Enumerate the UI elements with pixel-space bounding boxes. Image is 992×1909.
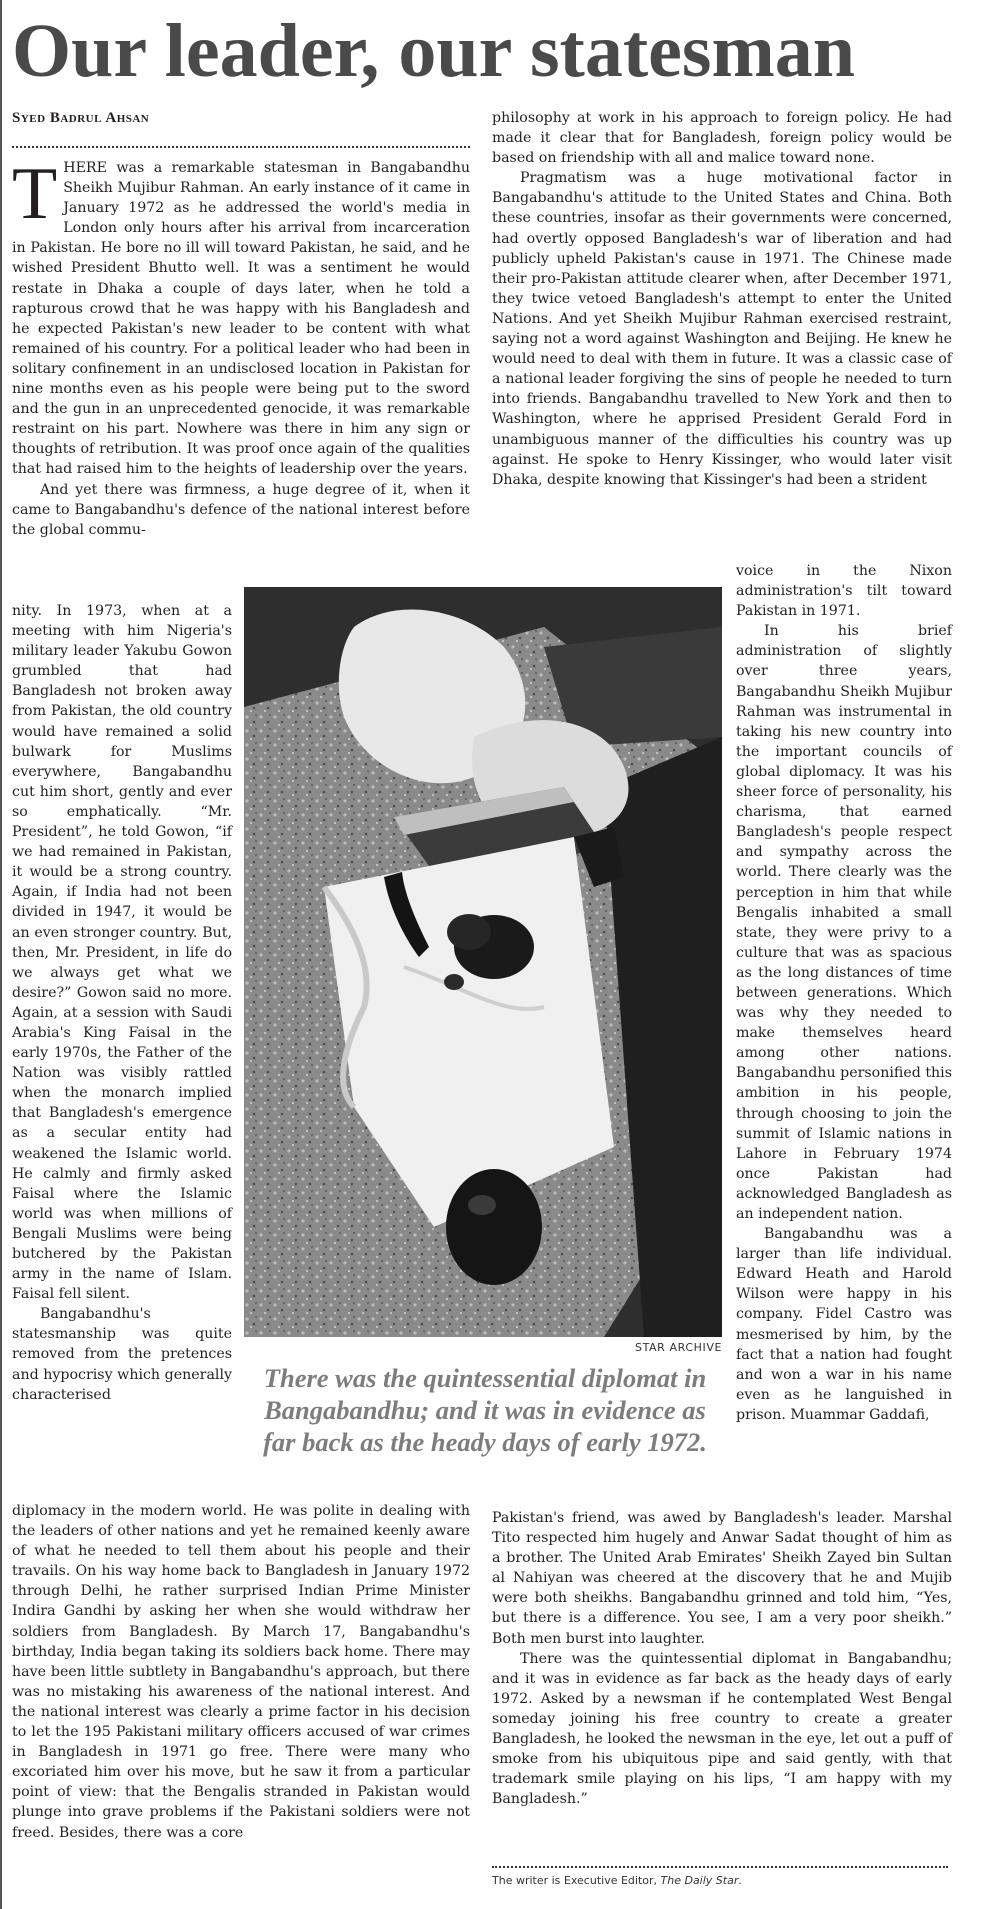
archive-photo — [244, 587, 722, 1337]
photo-credit: STAR ARCHIVE — [634, 1341, 722, 1354]
author-footnote — [492, 1874, 742, 1887]
pragmatism-paragraph: Pragmatism was a huge motivational factor in Bangabandhu's attitude to the United States and China. Both these countries, insofar as their governments were concerned, had overtly opposed Bangladesh's war of liberation and had publicly upheld Pakistan's cause in 1971. The Chinese made their pro-Pakistan attitude clearer when, after December 1971, they twice vetoed Bangladesh's attempt to enter the United Nations. And yet Sheikh Mujibur Rahman exercised restraint, saying not a word against Washington and Beijing. He knew he would need to deal with them in future. It was a classic case of a national leader forgiving the sins of people he needed to turn into friends. Bangabandhu travelled to New York and then to Washington, where he apprised President Gerald Ford in unambiguous manner of the difficulties his country was up against. He spoke to Henry Kissinger, who would later visit Dhaka, despite knowing that Kissinger's had been a strident — [492, 170, 952, 488]
firmness-paragraph-top: And yet there was firmness, a huge degree of it, when it came to Bangabandhu's defence of the national interest before the global commu- — [12, 481, 470, 538]
footnote-prefix: The writer is Executive Editor, — [492, 1874, 661, 1887]
byline-dotted-rule — [12, 146, 470, 148]
right-column-narrow — [736, 561, 952, 1425]
pull-quote: There was the quintessential diplomat in Bangabandhu; and it was in evidence as far back as the heady days of early 1972. — [263, 1363, 707, 1457]
statesmanship-paragraph-cont: diplomacy in the modern world. He was polite in dealing with the leaders of other nations and yet he remained keenly aware of what he needed to tell them about his people and their travails. On his way home back to Bangladesh in January 1972 through Delhi, he rather surprised Indian Prime Minister Indira Gandhi by asking her when she would withdraw her soldiers from Bangladesh. By March 17, Bangabandhu's birthday, India began taking its soldiers back home. There may have been little subtlety in Bangabandhu's approach, but there was no mistaking his awareness of the national interest. And the national interest was clearly a prime factor in his decision to let the 195 Pakistani military officers accused of war crimes in Bangladesh in 1971 go free. There were many who excoriated him over his move, but he saw it from a particular point of view: that the Bengalis stranded in Pakistan would plunge into grave problems if the Pakistani soldiers were not freed. Besides, there was a core — [12, 1503, 470, 1841]
right-column-bottom — [492, 1508, 952, 1809]
footer-dotted-rule — [492, 1866, 948, 1868]
intro-paragraph — [12, 153, 470, 480]
page-left-rule — [0, 0, 2, 1909]
gaddafi-paragraph-cont: Pakistan's friend, was awed by Bangladesh's leader. Marshal Tito respected him hugely and Anwar Sadat thought of him as a brother. The United Arab Emirates' Sheikh Zayed bin Sultan al Nahiyan was cheered at the discovery that he and Mujib were both sheikhs. Bangabandhu grinned and told him, “Yes, but there is a difference. You see, I am a very poor sheikh.” Both men burst into laughter. — [492, 1510, 952, 1647]
right-column-top — [492, 108, 952, 490]
philosophy-paragraph: philosophy at work in his approach to foreign policy. He had made it clear that for Bangladesh, foreign policy would be based on friendship with all and malice toward none. — [492, 110, 952, 167]
left-column-top — [12, 153, 470, 540]
administration-paragraph: In his brief administration of slightly over three years, Bangabandhu Sheikh Mujibur Rahman was instrumental in taking his new country into the important councils of global diplomacy. It was his sheer force of personality, his charisma, that earned Bangladesh's people respect and sympathy across the world. There clearly was the perception in him that while Bengalis inhabited a small state, they were privy to a culture that was as spacious as the long distances of time between generations. Which was why they needed to make themselves heard among other nations. Bangabandhu personified this ambition in his people, through choosing to join the summit of Islamic nations in Lahore in February 1974 once Pakistan had acknowledged Bangladesh as an independent nation. — [736, 623, 952, 1222]
larger-than-life-paragraph: Bangabandhu was a larger than life individual. Edward Heath and Harold Wilson were happy in his company. Fidel Castro was mesmerised by him, by the fact that a nation had fought and won a war in his name even as he languished in prison. Muammar Gaddafi, — [736, 1226, 952, 1423]
diplomat-paragraph: There was the quintessential diplomat in Bangabandhu; and it was in evidence as far back as the heady days of early 1972. Asked by a newsman if he contemplated West Bengal someday joining his free country to create a greater Bangladesh, he looked the newsman in the eye, let out a puff of smoke from his ubiquitous pipe and said gently, with that trademark smile playing on his lips, “I am happy with my Bangladesh.” — [492, 1650, 952, 1808]
intro-text: HERE was a remarkable statesman in Bangabandhu Sheikh Mujibur Rahman. An early instance of it came in January 1972 as he addressed the world's media in London only hours after his arrival from incarceration in Pakistan. He bore no ill will toward Pakistan, he said, and he wished President Bhutto well. It was a sentiment he would restate in Dhaka a couple of days later, when he told a rapturous crowd that he was happy with his Bangladesh and he expected Pakistan's new leader to be content with what remained of his country. For a political leader who had been in solitary confinement in an undisclosed location in Pakistan for nine months even as his people were being put to the sword and the gun in an unprecedented genocide, it was remarkable restraint on his part. Nowhere was there in him any sign or thoughts of retribution. It was proof once again of the qualities that had raised him to the heights of leadership over the years. — [12, 160, 470, 478]
byline: Syed Badrul Ahsan — [12, 110, 150, 126]
footnote-suffix: . — [738, 1874, 742, 1887]
footnote-publication: The Daily Star — [660, 1874, 739, 1887]
photo-illustration — [244, 587, 722, 1337]
headline: Our leader, our statesman — [12, 9, 856, 93]
drop-cap: T — [12, 153, 58, 235]
firmness-paragraph-cont: nity. In 1973, when at a meeting with him Nigeria's military leader Yakubu Gowon grumbled that had Bangladesh not broken away from Pakistan, the old country would have remained a solid bulwark for Muslims everywhere, Bangabandhu cut him short, gently and ever so emphatically. “Mr. President”, he told Gowon, “if we had remained in Pakistan, it would be a strong country. Again, if India had not been divided in 1947, it would be an even stronger country. But, then, Mr. President, in life do we always get what we desire?” Gowon said no more. Again, at a session with Saudi Arabia's King Faisal in the early 1970s, the Father of the Nation was visibly rattled when the monarch implied that Bangladesh's emergence as a secular entity had weakened the Islamic world. He calmly and firmly asked Faisal where the Islamic world was when millions of Bengali Muslims were being butchered by the Pakistan army in the name of Islam. Faisal fell silent. — [12, 603, 232, 1303]
left-column-bottom — [12, 1501, 470, 1843]
kissinger-paragraph-cont: voice in the Nixon administration's tilt toward Pakistan in 1971. — [736, 563, 952, 620]
left-column-narrow — [12, 601, 232, 1405]
statesmanship-paragraph-narrow: Bangabandhu's statesmanship was quite removed from the pretences and hypocrisy which generally characterised — [12, 1306, 232, 1403]
